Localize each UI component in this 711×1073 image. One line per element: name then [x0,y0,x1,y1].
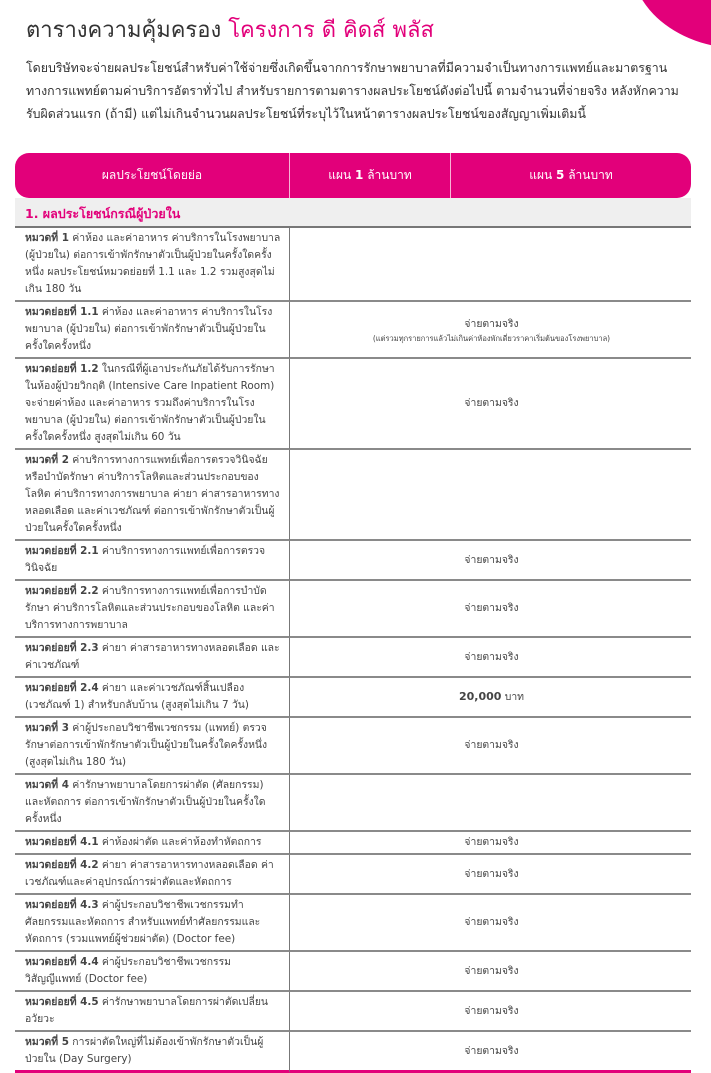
benefit-description [15,450,290,541]
benefit-description [15,718,290,775]
table-row [15,450,691,541]
section-row [15,198,691,228]
coverage-table [15,153,691,1073]
category-text: ค่าผู้ประกอบวิชาชีพเวชกรรมวิสัญญีแพทย์ (Doctor fee) [25,956,232,985]
benefit-value: จ่ายตามจริง [464,317,519,330]
table-row [15,638,691,678]
benefit-value: จ่ายตามจริง [464,650,519,663]
benefit-value-cell [290,581,691,638]
category-text: ค่าบริการทางการแพทย์เพื่อการบำบัดรักษา ค่าบริการโลหิตและส่วนประกอบของโลหิต และค่าบริการทางการพยาบาล [25,585,275,631]
category-text: ค่ายา ค่าสารอาหารทางหลอดเลือด และค่าเวชภัณฑ์ [25,642,280,671]
benefit-value-cell [290,832,691,855]
benefit-value-cell [290,895,691,952]
benefit-unit: บาท [501,691,525,703]
category-text: ค่าห้อง และค่าอาหาร ค่าบริการในโรงพยาบาล (ผู้ป่วยใน) ต่อการเข้าพักรักษาตัวเป็นผู้ป่วยในครั้งใดครั้งหนึ่ง [25,306,273,352]
category-label: หมวดที่ 4 [25,779,69,791]
table-row [15,678,691,718]
category-text: ค่ายา และค่าเวชภัณฑ์สิ้นเปลือง (เวชภัณฑ์ 1) สำหรับกลับบ้าน (สูงสุดไม่เกิน 7 วัน) [25,682,249,711]
benefit-value: จ่ายตามจริง [464,964,519,977]
page-title [26,12,434,47]
category-text: ในกรณีที่ผู้เอาประกันภัยได้รับการรักษาในห้องผู้ป่วยวิกฤติ (Intensive Care Inpatient Room) จะจ่ายค่าห้อง และค่าอาหาร รวมถึงค่าบริการในโรงพยาบาล (ผู้ป่วยใน) ต่อการเข้าพักรักษาตัวเป็นผู้ป่วยในครั้งใดครั้งหนึ่ง สูงสุดไม่เกิน 60 วัน [25,363,275,443]
category-text: ค่ารักษาพยาบาลโดยการผ่าตัด (ศัลยกรรม) และหัตถการ ต่อการเข้าพักรักษาตัวเป็นผู้ป่วยในครั้งใดครั้งหนึ่ง [25,779,266,825]
category-label: หมวดที่ 1 [25,232,69,244]
benefit-description [15,228,290,302]
category-label: หมวดย่อยที่ 4.2 [25,859,99,871]
section-title: 1. ผลประโยชน์กรณีผู้ป่วยใน [15,198,691,228]
category-label: หมวดย่อยที่ 4.1 [25,836,99,848]
benefit-value-cell [290,678,691,718]
header-plan-number: 1 [355,168,364,182]
table-row [15,359,691,450]
category-text: ค่าห้องผ่าตัด และค่าห้องทำหัตถการ [98,836,262,848]
title-main: ตารางความคุ้มครอง [26,18,222,43]
benefit-description [15,1032,290,1073]
benefit-description [15,952,290,992]
table-row [15,895,691,952]
benefit-description [15,302,290,359]
intro-paragraph: โดยบริษัทจะจ่ายผลประโยชน์สำหรับค่าใช้จ่ายซึ่งเกิดขึ้นจากการรักษาพยาบาลที่มีความจำเป็นทางการแพทย์และมาตรฐานทางการแพทย์ตามค่าบริการอัตราทั่วไป สำหรับรายการตามตารางผลประโยชน์ดังต่อไปนี้ ตามจำนวนที่จ่ายจริง หลังหักความรับผิดส่วนแรก (ถ้ามี) แต่ไม่เกินจำนวนผลประโยชน์ที่ระบุไว้ในหน้าตารางผลประโยชน์ของสัญญาเพิ่มเติมนี้ [26,60,679,121]
benefit-value-cell [290,718,691,775]
benefit-value: จ่ายตามจริง [464,1004,519,1017]
benefit-value: จ่ายตามจริง [464,1044,519,1057]
benefit-value-cell [290,228,691,302]
benefit-value: จ่ายตามจริง [464,397,519,409]
category-label: หมวดย่อยที่ 2.2 [25,585,99,597]
benefit-value: จ่ายตามจริง [464,867,519,880]
title-product-name: โครงการ ดี คิดส์ พลัส [228,18,434,43]
benefit-value-cell [290,541,691,581]
category-label: หมวดย่อยที่ 2.4 [25,682,99,694]
table-row [15,541,691,581]
benefit-description [15,775,290,832]
category-label: หมวดย่อยที่ 4.3 [25,899,99,911]
header-plan-prefix: แผน [529,168,557,182]
benefit-value-cell [290,855,691,895]
category-label: หมวดย่อยที่ 1.2 [25,363,99,375]
benefit-value: จ่ายตามจริง [464,553,519,566]
category-label: หมวดย่อยที่ 2.3 [25,642,99,654]
table-row [15,832,691,855]
benefit-value-cell [290,775,691,832]
category-text: ค่าผู้ประกอบวิชาชีพเวชกรรม (แพทย์) ตรวจรักษาต่อการเข้าพักรักษาตัวเป็นผู้ป่วยในครั้งใดครั้งหนึ่ง (สูงสุดไม่เกิน 180 วัน) [25,722,268,768]
category-text: ค่าบริการทางการแพทย์เพื่อการตรวจวินิจฉัย [25,545,266,574]
category-label: หมวดย่อยที่ 1.1 [25,306,99,318]
table-row [15,1032,691,1073]
benefit-description [15,638,290,678]
table-row [15,228,691,302]
category-text: ค่าห้อง และค่าอาหาร ค่าบริการในโรงพยาบาล (ผู้ป่วยใน) ต่อการเข้าพักรักษาตัวเป็นผู้ป่วยในครั้งใดครั้งหนึ่ง ผลประโยชน์หมวดย่อยที่ 1.1 และ 1.2 รวมสูงสุดไม่เกิน 180 วัน [25,232,281,295]
category-text: ค่ายา ค่าสารอาหารทางหลอดเลือด ค่าเวชภัณฑ์และค่าอุปกรณ์การผ่าตัดและหัตถการ [25,859,274,888]
benefit-value-cell [290,359,691,450]
benefit-value-cell [290,992,691,1032]
table-row [15,952,691,992]
category-label: หมวดที่ 5 [25,1036,69,1048]
benefit-amount: 20,000 [458,690,502,703]
benefit-value-cell [290,302,691,359]
header-plan-number: 5 [556,168,565,182]
benefit-value-cell [290,450,691,541]
benefit-value: จ่ายตามจริง [464,836,519,848]
category-label: หมวดที่ 2 [25,454,69,466]
header-benefit-summary: ผลประโยชน์โดยย่อ [15,153,290,198]
benefit-value-cell [290,638,691,678]
benefit-description [15,581,290,638]
category-label: หมวดที่ 3 [25,722,69,734]
category-text: การผ่าตัดใหญ่ที่ไม่ต้องเข้าพักรักษาตัวเป็นผู้ป่วยใน (Day Surgery) [25,1036,264,1065]
table-header-row [15,153,691,198]
header-plan-suffix: ล้านบาท [564,168,613,182]
header-plan-prefix: แผน [328,168,356,182]
category-label: หมวดย่อยที่ 4.4 [25,956,99,968]
benefit-description [15,832,290,855]
benefit-value: จ่ายตามจริง [464,739,519,751]
table-row [15,718,691,775]
benefit-description [15,359,290,450]
table-row [15,581,691,638]
benefit-note: (แต่รวมทุกรายการแล้วไม่เกินค่าห้องพักเดี่ยวราคาเริ่มต้นของโรงพยาบาล) [372,333,611,343]
benefit-description [15,895,290,952]
benefit-description [15,992,290,1032]
table-row [15,992,691,1032]
category-text: ค่ารักษาพยาบาลโดยการผ่าตัดเปลี่ยนอวัยวะ [25,996,269,1025]
table-row [15,855,691,895]
header-plan-5m [451,153,691,198]
table-row [15,302,691,359]
category-text: ค่าบริการทางการแพทย์เพื่อการตรวจวินิจฉัยหรือบำบัดรักษา ค่าบริการโลหิตและส่วนประกอบของโลหิต ค่าบริการทางการพยาบาล ค่ายา ค่าสารอาหารทางหลอดเลือด และค่าเวชภัณฑ์ ต่อการเข้าพักรักษาตัวเป็นผู้ป่วยในครั้งใดครั้งหนึ่ง [25,454,280,534]
benefit-description [15,678,290,718]
header-plan-1m [290,153,451,198]
category-label: หมวดย่อยที่ 4.5 [25,996,99,1008]
benefit-value-cell [290,952,691,992]
category-label: หมวดย่อยที่ 2.1 [25,545,99,557]
table-row [15,775,691,832]
benefit-value: จ่ายตามจริง [464,916,519,928]
benefit-description [15,541,290,581]
header-plan-suffix: ล้านบาท [363,168,412,182]
category-text: ค่าผู้ประกอบวิชาชีพเวชกรรมทำศัลยกรรมและหัตถการ สำหรับแพทย์ทำศัลยกรรมและหัตถการ (รวมแพทย์ผู้ช่วยผ่าตัด) (Doctor fee) [25,899,261,945]
benefit-description [15,855,290,895]
benefit-value: จ่ายตามจริง [464,602,519,614]
benefit-value-cell [290,1032,691,1073]
